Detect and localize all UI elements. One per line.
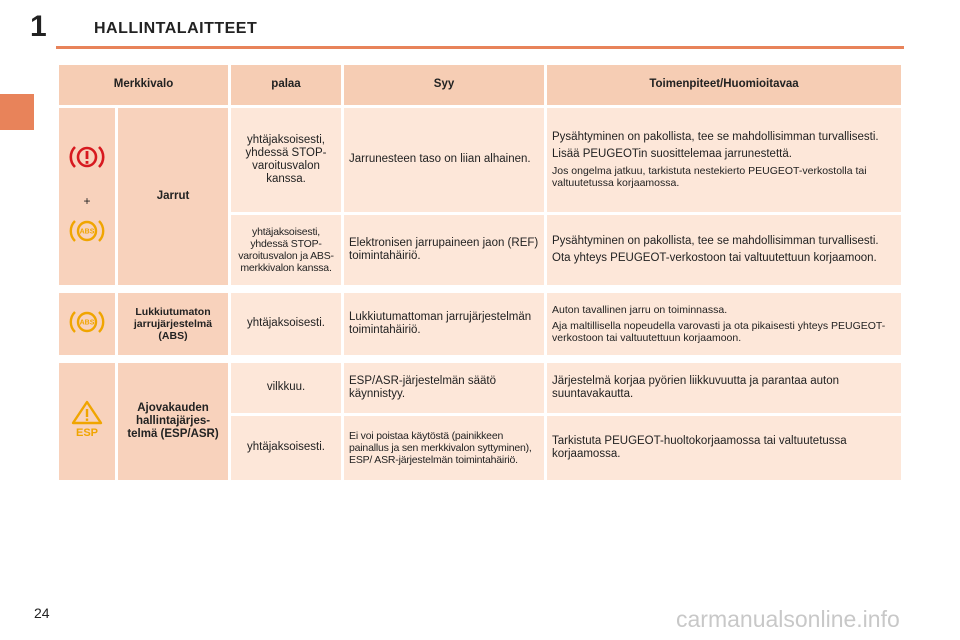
esp-cause-1: ESP/ASR-järjestelmän säätö käynnistyy. <box>344 363 544 413</box>
brakes-lights-2: yhtäjaksoisesti, yhdessä STOP-varoitusvalon ja ABS- merkkivalon kanssa. <box>231 215 341 285</box>
abs-actions <box>547 293 901 355</box>
esp-action-1: Järjestelmä korjaa pyörien liikkuvuutta ja parantaa auton suuntavakautta. <box>547 363 901 413</box>
watermark: carmanualsonline.info <box>676 606 900 632</box>
table-row <box>59 363 901 413</box>
esp-icon-text: ESP <box>75 427 99 440</box>
page-number: 24 <box>34 605 50 621</box>
action-text: Pysähtyminen on pakollista, tee se mahdollisimman turvallisesti. <box>552 130 879 143</box>
plus-sign: + <box>83 193 91 208</box>
brakes-lights-1: yhtäjaksoisesti, yhdessä STOP-varoitusvalon kanssa. <box>231 108 341 212</box>
col-header-actions: Toimenpiteet/Huomioitavaa <box>547 65 901 105</box>
brakes-cause-1: Jarrunesteen taso on liian alhainen. <box>344 108 544 212</box>
action-text: Aja maltillisella nopeudella varovasti ja ota pikaisesti yhteys PEUGEOT-verkostoon tai valtuutettuun korjaamoon. <box>552 319 886 345</box>
chapter-number: 1 <box>30 10 47 43</box>
col-header-cause: Syy <box>344 65 544 105</box>
esp-lights-1: vilkkuu. <box>231 363 341 413</box>
table-row <box>59 108 901 212</box>
abs-cause: Lukkiutumattoman jarrujärjestelmän toimintahäiriö. <box>344 293 544 355</box>
brakes-label: Jarrut <box>118 108 228 285</box>
header-rule <box>56 46 904 49</box>
table-header <box>59 65 901 105</box>
action-text: Auton tavallinen jarru on toiminnassa. <box>552 303 728 316</box>
abs-lights: yhtäjaksoisesti. <box>231 293 341 355</box>
chapter-title: HALLINTALAITTEET <box>94 20 258 37</box>
abs-icon <box>69 307 105 341</box>
table-row <box>59 293 901 355</box>
brakes-cause-2: Elektronisen jarrupaineen jaon (REF) toimintahäiriö. <box>344 215 544 285</box>
svg-text:ABS: ABS <box>79 228 95 236</box>
abs-icon-cell <box>59 293 115 355</box>
esp-lights-2: yhtäjaksoisesti. <box>231 416 341 480</box>
abs-label: Lukkiutumaton jarrujärjestelmä (ABS) <box>118 293 228 355</box>
brakes-actions-1 <box>547 108 901 212</box>
brake-icons-cell <box>59 108 115 285</box>
esp-action-2: Tarkistuta PEUGEOT-huoltokorjaamossa tai valtuutetussa korjaamossa. <box>547 416 901 480</box>
action-text: Ota yhteys PEUGEOT-verkostoon tai valtuutettuun korjaamoon. <box>552 252 877 264</box>
abs-icon <box>69 216 105 250</box>
col-header-light: Merkkivalo <box>59 65 228 105</box>
brake-warning-icon <box>69 142 105 176</box>
action-text: Pysähtyminen on pakollista, tee se mahdollisimman turvallisesti. <box>552 234 879 247</box>
chapter-tab <box>0 94 34 130</box>
action-text: Jos ongelma jatkuu, tarkistuta nestekierto PEUGEOT-verkostolla tai valtuutetussa korjaamossa. <box>552 165 867 190</box>
col-header-on: palaa <box>231 65 341 105</box>
esp-warning-icon <box>70 399 104 443</box>
action-text: Lisää PEUGEOTin suosittelemaa jarrunestettä. <box>552 147 792 160</box>
warning-lights-table <box>56 62 904 483</box>
esp-cause-2: Ei voi poistaa käytöstä (painikkeen painallus ja sen merkkivalon syttyminen), ESP/ ASR-järjestelmän toimintahäiriö. <box>344 416 544 480</box>
esp-label: Ajovakauden hallintajärjes-telmä (ESP/ASR) <box>118 363 228 480</box>
brakes-actions-2 <box>547 215 901 285</box>
esp-icon-cell <box>59 363 115 480</box>
svg-text:ABS: ABS <box>79 319 95 327</box>
